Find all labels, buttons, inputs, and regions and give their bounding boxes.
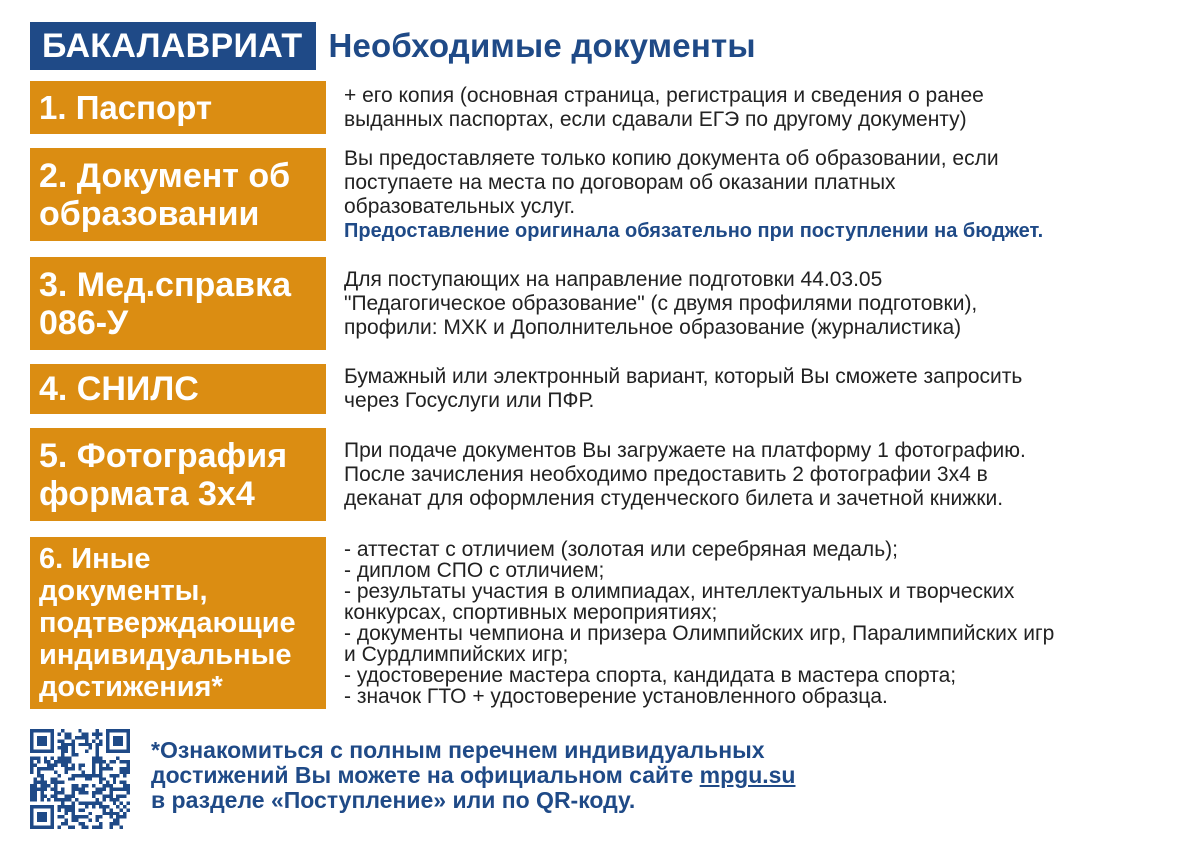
document-row-medical [30,257,1190,350]
description-line: Бумажный или электронный вариант, который Вы сможете запросить [344,365,1023,388]
document-row-passport [30,81,1190,134]
document-label [30,148,326,241]
footer-note [151,738,951,813]
qr-code-icon[interactable] [30,729,130,829]
document-description [344,537,1184,709]
footer-line-text: достижений Вы можете на официальном сайте [151,762,700,788]
budget-original-notice: Предоставление оригинала обязательно при поступлении на бюджет. [344,219,1044,242]
footer-line: в разделе «Поступление» или по QR-коду. [151,787,636,813]
document-label-text: 5. Фотография формата 3х4 [39,436,288,513]
document-label-text: 2. Документ об образовании [39,156,291,233]
document-description [344,428,1184,521]
description-line: Для поступающих на направление подготовки 44.03.05 [344,267,883,291]
document-description [344,257,1184,350]
description-line: профили: МХК и Дополнительное образование (журналистика) [344,315,962,339]
description-line: и Сурдлимпийских игр; [344,643,569,666]
description-line: - удостоверение мастера спорта, кандидата в мастера спорта; [344,664,957,687]
page-title: Необходимые документы [328,27,756,64]
document-row-education [30,148,1190,241]
document-row-photo [30,428,1190,521]
document-description [344,148,1184,241]
footer-line: *Ознакомиться с полным перечнем индивидуальных [151,737,765,763]
footer-line [151,763,951,788]
description-line: "Педагогическое образование" (с двумя профилями подготовки), [344,291,978,315]
description-line: деканат для оформления студенческого билета и зачетной книжки. [344,486,1004,510]
program-badge: БАКАЛАВРИАТ [30,22,316,70]
document-label [30,428,326,521]
document-label-text: 1. Паспорт [39,88,213,126]
description-line: - значок ГТО + удостоверение установленного образца. [344,685,888,708]
description-line: конкурсах, спортивных мероприятиях; [344,601,718,624]
document-description [344,81,1184,134]
document-label [30,81,326,134]
description-line: - аттестат с отличием (золотая или серебряная медаль); [344,538,898,561]
description-line: Вы предоставляете только копию документа об образовании, если [344,146,999,170]
document-label [30,537,326,709]
description-line: - документы чемпиона и призера Олимпийских игр, Паралимпийских игр [344,622,1055,645]
description-line: + его копия (основная страница, регистрация и сведения о ранее [344,83,984,107]
document-row-achievements [30,537,1190,709]
document-label-text: 6. Иные документы, подтверждающие индивидуальные достижения* [39,543,296,703]
site-link[interactable]: mpgu.su [699,762,796,788]
document-label-text: 4. СНИЛС [39,370,199,408]
description-line: через Госуслуги или ПФР. [344,389,595,412]
description-line: После зачисления необходимо предоставить 2 фотографии 3х4 в [344,462,988,486]
document-label [30,257,326,350]
document-row-snils [30,364,1190,414]
description-line: образовательных услуг. [344,194,576,218]
description-line: - результаты участия в олимпиадах, интеллектуальных и творческих [344,580,1015,603]
description-line: При подаче документов Вы загружаете на платформу 1 фотографию. [344,438,1026,462]
document-label [30,364,326,414]
header [30,22,756,70]
description-line: выданных паспортах, если сдавали ЕГЭ по другому документу) [344,107,967,131]
description-line: поступаете на места по договорам об оказании платных [344,170,896,194]
document-label-text: 3. Мед.справка 086-У [39,265,292,342]
document-description [344,364,1184,414]
description-line: - диплом СПО с отличием; [344,559,605,582]
